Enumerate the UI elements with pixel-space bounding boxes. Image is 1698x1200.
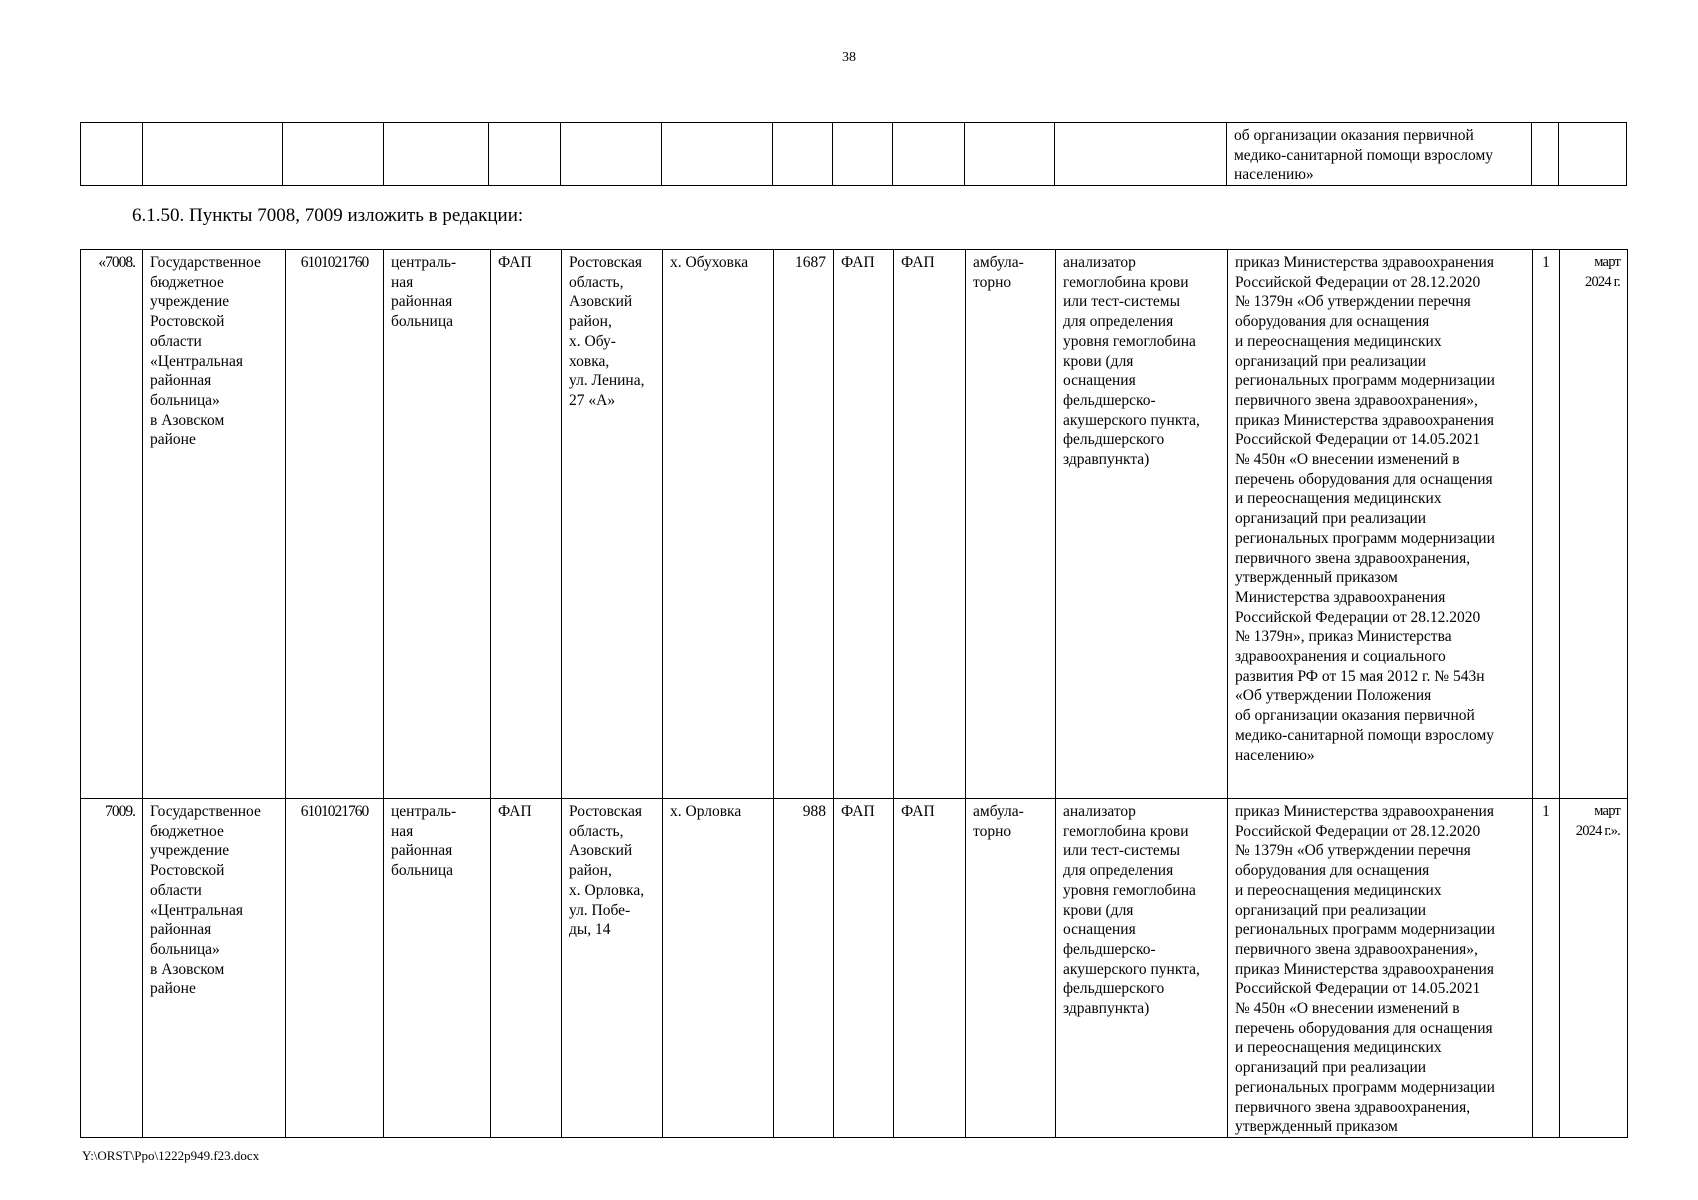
- subdivision: ФАП: [491, 799, 562, 1138]
- page-number: 38: [842, 50, 856, 65]
- equipment: анализатор гемоглобина крови или тест-системы для определения уровня гемоглобина крови (для оснащения фельдшерско- акушерского пункта, фельдшерского здравпункта): [1056, 799, 1228, 1138]
- facility-type: ФАП: [834, 250, 894, 799]
- organization-type: централь- ная районная больница: [384, 250, 491, 799]
- basis-cell: об организации оказания первичной медико-санитарной помощи взрослому населению»: [1227, 123, 1532, 186]
- address: Ростовская область, Азовский район, х. Орловка, ул. Побе- ды, 14: [562, 799, 663, 1138]
- quantity: 1: [1533, 250, 1560, 799]
- table-row: [81, 799, 1628, 1138]
- inn: 6101021760: [286, 799, 384, 1138]
- file-path-footer: Y:\ORST\Ppo\1222p949.f23.docx: [82, 1148, 260, 1163]
- locality: х. Обуховка: [663, 250, 774, 799]
- continuation-table: [80, 122, 1627, 186]
- population: 1687: [774, 250, 834, 799]
- deadline: март 2024 г.».: [1560, 799, 1628, 1138]
- item-number: 7009.: [81, 799, 143, 1138]
- table-row: [81, 123, 1627, 186]
- locality: х. Орловка: [663, 799, 774, 1138]
- organization-name: Государственное бюджетное учреждение Ростовской области «Центральная районная больница» в Азовском районе: [143, 799, 286, 1138]
- organization-name: Государственное бюджетное учреждение Ростовской области «Центральная районная больница» в Азовском районе: [143, 250, 286, 799]
- legal-basis: приказ Министерства здравоохранения Российской Федерации от 28.12.2020 № 1379н «Об утверждении перечня оборудования для оснащения и переоснащения медицинских организаций при реализации региональных программ модернизации первичного звена здравоохранения», приказ Министерства здравоохранения Российской Федерации от 14.05.2021 № 450н «О внесении изменений в перечень оборудования для оснащения и переоснащения медицинских организаций при реализации региональных программ модернизации первичного звена здравоохранения, утвержденный приказом: [1228, 799, 1533, 1138]
- subdivision: ФАП: [491, 250, 562, 799]
- section-heading: 6.1.50. Пункты 7008, 7009 изложить в редакции:: [132, 205, 524, 226]
- item-number: «7008.: [81, 250, 143, 799]
- facility-kind: ФАП: [894, 799, 966, 1138]
- quantity: 1: [1533, 799, 1560, 1138]
- care-mode: амбула- торно: [966, 799, 1056, 1138]
- legal-basis: приказ Министерства здравоохранения Российской Федерации от 28.12.2020 № 1379н «Об утверждении перечня оборудования для оснащения и переоснащения медицинских организаций при реализации региональных программ модернизации первичного звена здравоохранения», приказ Министерства здравоохранения Российской Федерации от 14.05.2021 № 450н «О внесении изменений в перечень оборудования для оснащения и переоснащения медицинских организаций при реализации региональных программ модернизации первичного звена здравоохранения, утвержденный приказом Министерства здравоохранения Российской Федерации от 28.12.2020 № 1379н», приказ Министерства здравоохранения и социального развития РФ от 15 мая 2012 г. № 543н «Об утверждении Положения об организации оказания первичной медико-санитарной помощи взрослому населению»: [1228, 250, 1533, 799]
- table-row: [81, 250, 1628, 799]
- care-mode: амбула- торно: [966, 250, 1056, 799]
- facility-type: ФАП: [834, 799, 894, 1138]
- population: 988: [774, 799, 834, 1138]
- items-table: [80, 249, 1628, 1138]
- inn: 6101021760: [286, 250, 384, 799]
- deadline: март 2024 г.: [1560, 250, 1628, 799]
- facility-kind: ФАП: [894, 250, 966, 799]
- address: Ростовская область, Азовский район, х. Обу- ховка, ул. Ленина, 27 «А»: [562, 250, 663, 799]
- organization-type: централь- ная районная больница: [384, 799, 491, 1138]
- equipment: анализатор гемоглобина крови или тест-системы для определения уровня гемоглобина крови (для оснащения фельдшерско- акушерского пункта, фельдшерского здравпункта): [1056, 250, 1228, 799]
